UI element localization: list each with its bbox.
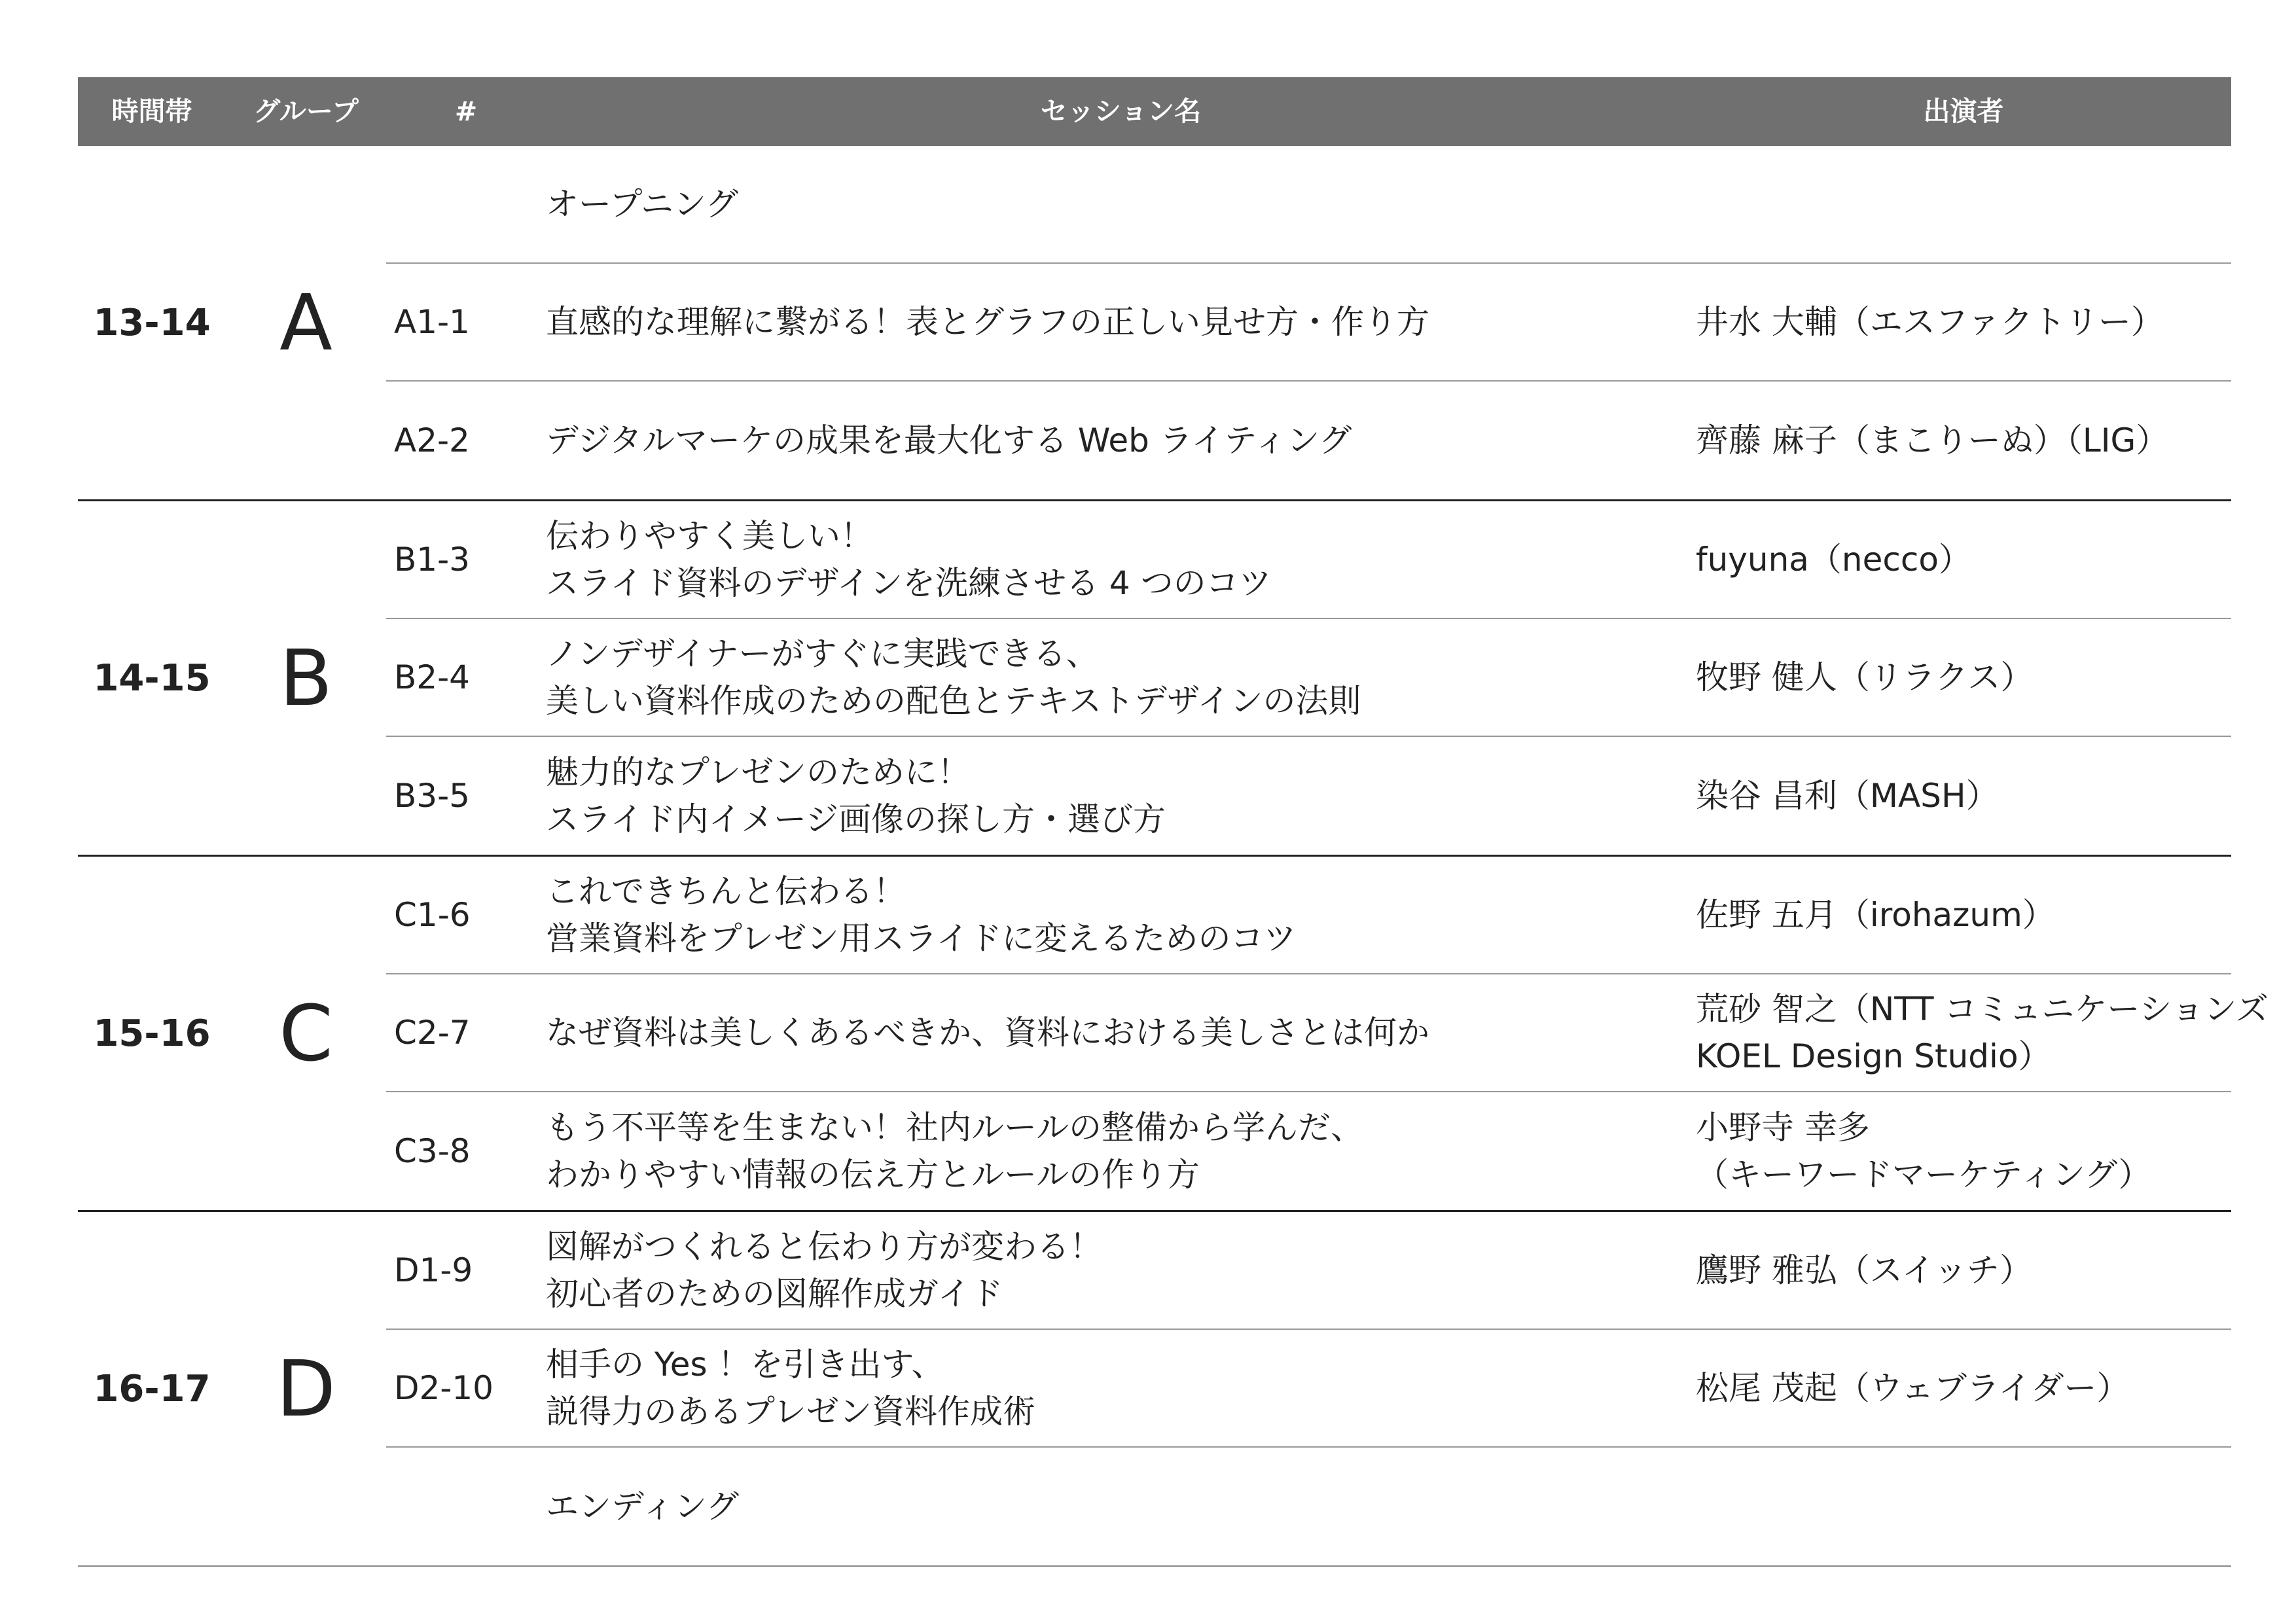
speaker-name-line: 染谷 昌利（MASH）: [1696, 777, 1999, 815]
time-slot: 13-14: [93, 301, 211, 344]
session-number: B1-3: [394, 541, 470, 579]
header-session: セッション名: [1040, 96, 1202, 127]
speaker-name: [1696, 654, 2231, 701]
time-block: [78, 1212, 2231, 1567]
group-letter: C: [279, 988, 333, 1079]
time-slot: 16-17: [93, 1367, 211, 1410]
session-rows: [386, 146, 2231, 499]
session-title: [546, 1104, 1696, 1198]
session-rows: [386, 1212, 2231, 1565]
session-title-line: 直感的な理解に繋がる！表とグラフの正しい見せ方・作り方: [546, 303, 1429, 341]
speaker-name: [1696, 1247, 2231, 1294]
speaker-name-line: 佐野 五月（irohazum）: [1696, 896, 2055, 934]
speaker-name: [1696, 986, 2269, 1080]
session-title-line: 説得力のあるプレゼン資料作成術: [546, 1393, 1035, 1431]
session-title-line: これできちんと伝わる！: [546, 872, 906, 910]
session-title: [546, 868, 1696, 962]
time-block: [78, 501, 2231, 857]
session-title: [546, 1483, 1696, 1530]
header-number: #: [454, 96, 478, 127]
table-header: [78, 77, 2231, 146]
session-title: [546, 1341, 1696, 1435]
speaker-name-line: 鷹野 雅弘（スイッチ）: [1696, 1251, 2032, 1289]
session-title-line: 相手の Yes ！を引き出す、: [546, 1346, 944, 1383]
session-title-line: 伝わりやすく美しい！: [546, 517, 873, 555]
session-title: [546, 417, 1696, 464]
table-row: [386, 146, 2231, 264]
session-number: A1-1: [394, 303, 470, 341]
table-row: [386, 1330, 2231, 1448]
speaker-name-line: 牧野 健人（リラクス）: [1696, 658, 2034, 696]
session-title: [546, 1223, 1696, 1317]
session-rows: [386, 857, 2269, 1210]
session-number: B2-4: [394, 658, 470, 696]
time-blocks: [78, 146, 2269, 1567]
session-title-line: 図解がつくれると伝わり方が変わる！: [546, 1228, 1102, 1266]
session-number: D2-10: [394, 1369, 493, 1407]
header-time: 時間帯: [111, 96, 192, 127]
session-title-line: もう不平等を生まない！社内ルールの整備から学んだ、: [546, 1109, 1363, 1147]
speaker-name-line: 松尾 茂起（ウェブライダー）: [1696, 1369, 2130, 1407]
session-title: [546, 749, 1696, 843]
table-row: [386, 1092, 2231, 1210]
time-block: [78, 146, 2231, 501]
speaker-name-line: 齊藤 麻子（まこりーぬ）（LIG）: [1696, 421, 2169, 459]
speaker-name-line: 井水 大輔（エスファクトリー）: [1696, 303, 2164, 341]
table-row: [386, 264, 2231, 382]
group-letter: D: [276, 1344, 336, 1434]
speaker-name: [1696, 772, 2231, 819]
speaker-name-line: 荒砂 智之（NTT コミュニケーションズ: [1696, 990, 2269, 1028]
session-rows: [386, 501, 2231, 855]
speaker-name: [1696, 536, 2231, 583]
table-row: [386, 1448, 2231, 1565]
session-title-line: なぜ資料は美しくあるべきか、資料における美しさとは何か: [546, 1014, 1429, 1052]
group-letter: B: [279, 633, 332, 723]
session-title-line: スライド資料のデザインを洗練させる 4 つのコツ: [546, 564, 1272, 602]
time-block: [78, 857, 2269, 1212]
session-title: [546, 512, 1696, 607]
session-number: D1-9: [394, 1251, 473, 1289]
speaker-name-line: 小野寺 幸多: [1696, 1109, 1870, 1147]
session-title-line: わかりやすい情報の伝え方とルールの作り方: [546, 1156, 1200, 1194]
group-letter: A: [279, 277, 332, 368]
header-group: グループ: [253, 96, 359, 127]
table-row: [386, 974, 2269, 1092]
speaker-name: [1696, 1104, 2231, 1198]
speaker-name: [1696, 1364, 2231, 1412]
session-title: [546, 298, 1696, 346]
table-row: [386, 737, 2231, 855]
session-title-line: デジタルマーケの成果を最大化する Web ライティング: [546, 421, 1352, 459]
session-number: B3-5: [394, 777, 470, 815]
session-title-line: 初心者のための図解作成ガイド: [546, 1275, 1003, 1313]
time-slot: 15-16: [93, 1012, 211, 1055]
session-title-line: ノンデザイナーがすぐに実践できる、: [546, 635, 1099, 673]
session-title-line: 魅力的なプレゼンのために！: [546, 753, 970, 791]
session-title-line: オープニング: [546, 185, 738, 223]
time-slot: 14-15: [93, 656, 211, 700]
speaker-name: [1696, 891, 2231, 938]
table-row: [386, 382, 2231, 499]
session-title: [546, 181, 1696, 228]
session-number: C3-8: [394, 1132, 471, 1170]
speaker-name: [1696, 417, 2231, 464]
session-title-line: 営業資料をプレゼン用スライドに変えるためのコツ: [546, 919, 1297, 957]
header-speaker: 出演者: [1923, 96, 2004, 127]
schedule-table: [78, 77, 2269, 1567]
speaker-name-line: KOEL Design Studio）: [1696, 1037, 2051, 1075]
session-number: A2-2: [394, 421, 470, 459]
session-number: C2-7: [394, 1014, 471, 1052]
session-title-line: エンディング: [546, 1488, 739, 1525]
session-title: [546, 630, 1696, 724]
session-title-line: 美しい資料作成のための配色とテキストデザインの法則: [546, 682, 1361, 720]
speaker-name-line: fuyuna（necco）: [1696, 541, 1971, 579]
speaker-name-line: （キーワードマーケティング）: [1696, 1156, 2151, 1194]
session-title: [546, 1009, 1696, 1056]
table-row: [386, 501, 2231, 619]
table-row: [386, 857, 2231, 974]
speaker-name: [1696, 298, 2231, 346]
table-row: [386, 619, 2231, 737]
session-number: C1-6: [394, 896, 471, 934]
session-title-line: スライド内イメージ画像の探し方・選び方: [546, 800, 1166, 838]
table-row: [386, 1212, 2231, 1330]
